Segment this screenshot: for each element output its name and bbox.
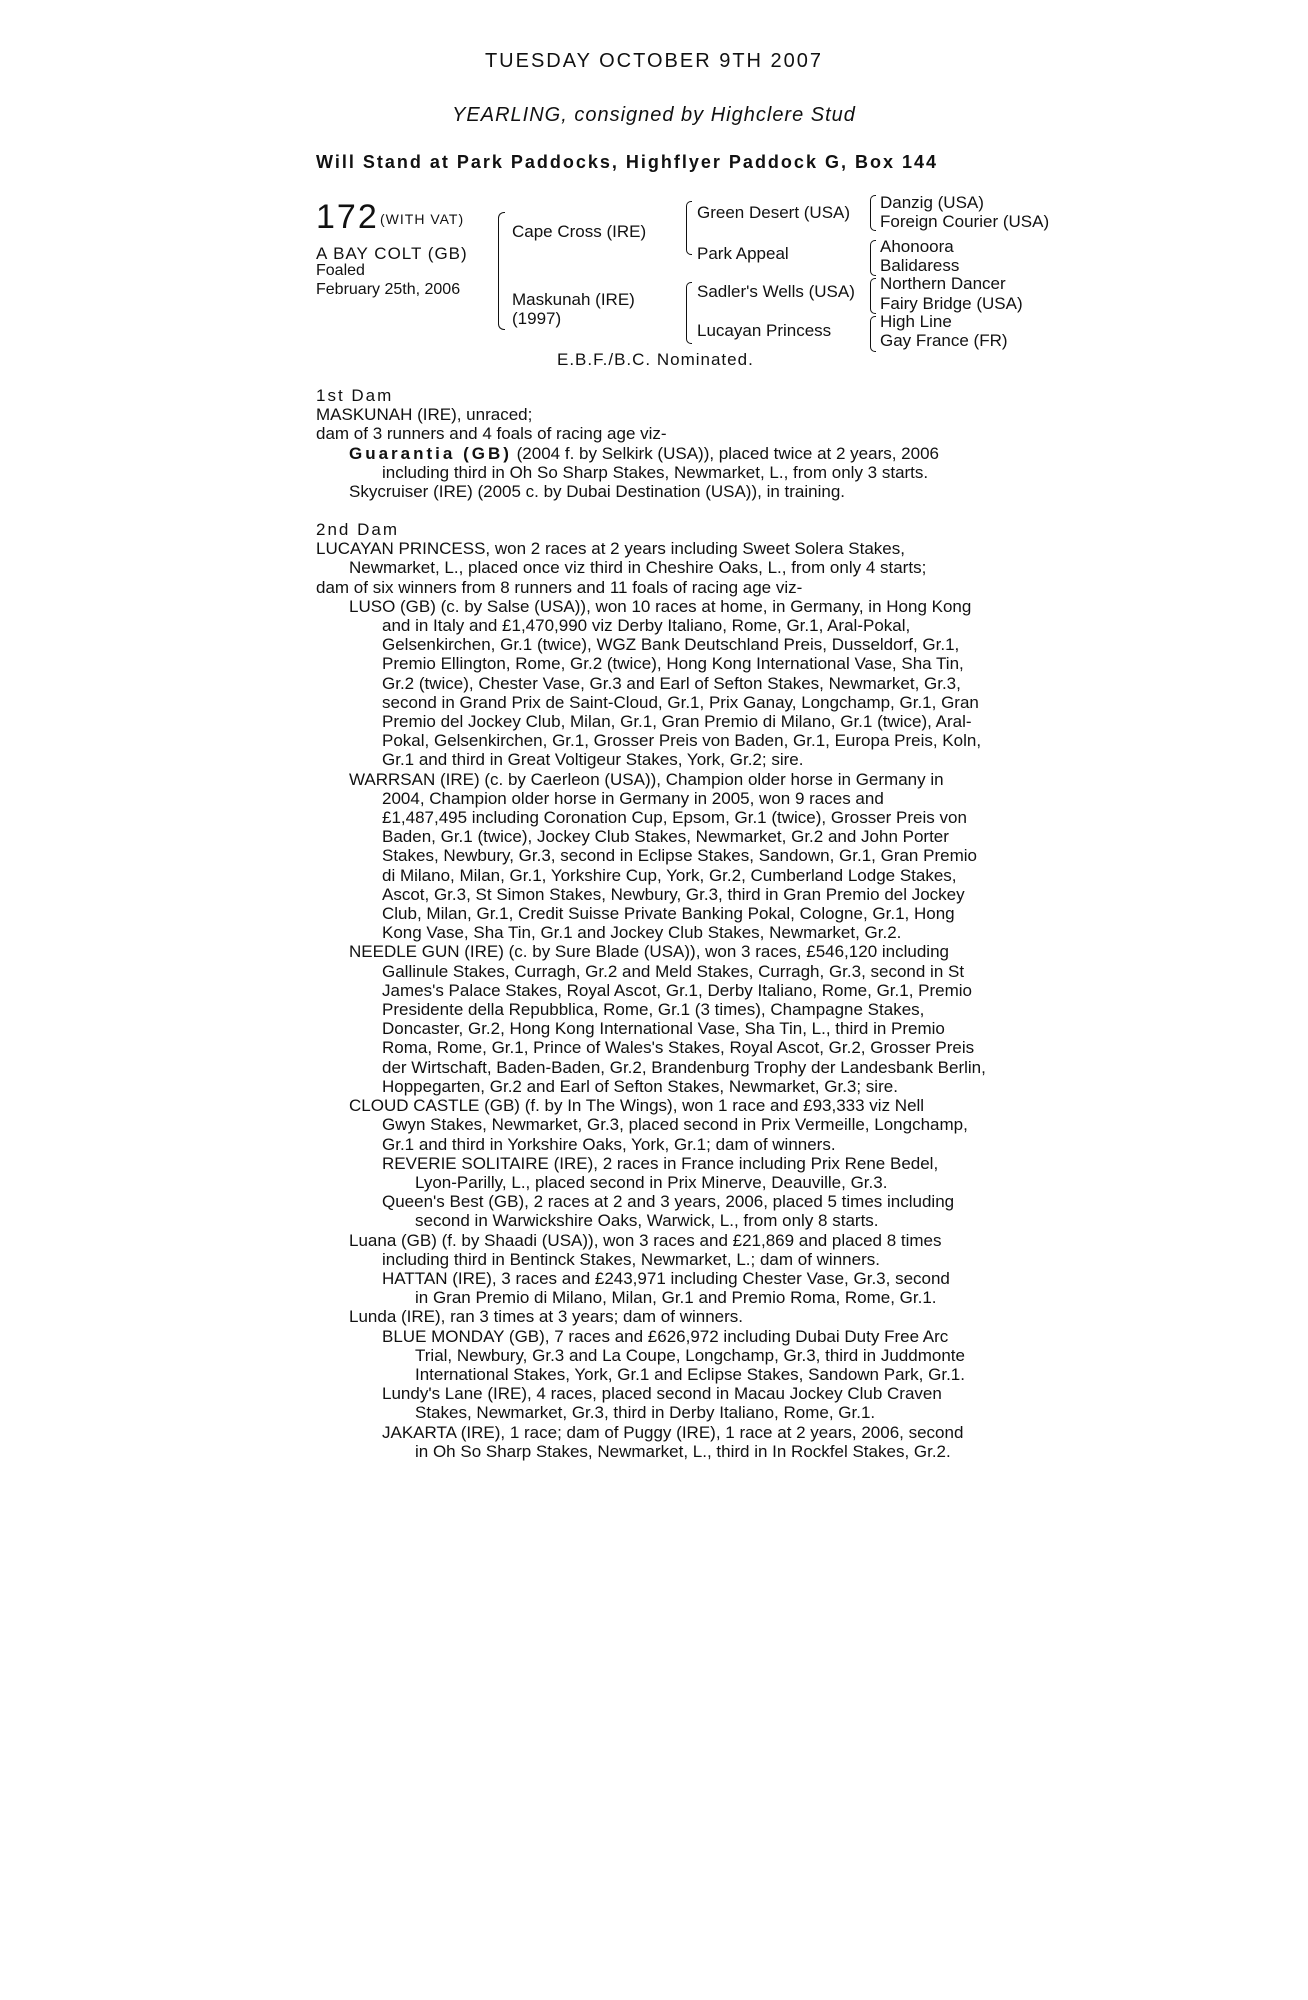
dam-year: (1997) xyxy=(512,309,562,328)
second-dam-line: Premio Ellington, Rome, Gr.2 (twice), Hong Kong International Vase, Sha Tin, xyxy=(382,654,964,674)
second-dam-line: di Milano, Milan, Gr.1, Yorkshire Cup, York, Gr.2, Cumberland Lodge Stakes, xyxy=(382,865,957,885)
dam-dam: Lucayan Princess xyxy=(697,321,832,340)
second-dam-line: Gr.2 (twice), Chester Vase, Gr.3 and Earl of Sefton Stakes, Newmarket, Gr.3, xyxy=(382,673,961,693)
dam-name: Maskunah (IRE) xyxy=(512,290,635,309)
second-dam-line: Gelsenkirchen, Gr.1 (twice), WGZ Bank Deutschland Preis, Dusseldorf, Gr.1, xyxy=(382,635,960,655)
second-dam-line: dam of six winners from 8 runners and 11 foals of racing age viz- xyxy=(316,577,803,597)
produce-name: Guarantia (GB) xyxy=(349,443,512,463)
second-dam-line: Queen's Best (GB), 2 races at 2 and 3 years, 2006, placed 5 times including xyxy=(382,1192,955,1212)
second-dam-line: Baden, Gr.1 (twice), Jockey Club Stakes, Newmarket, Gr.2 and John Porter xyxy=(382,827,949,847)
second-dam-line: International Stakes, York, Gr.1 and Eclipse Stakes, Sandown Park, Gr.1. xyxy=(415,1364,965,1384)
lot-vat: (WITH VAT) xyxy=(380,211,465,227)
pedigree-brace-g12 xyxy=(870,195,876,231)
second-dam-line: Premio del Jockey Club, Milan, Gr.1, Gran Premio di Milano, Gr.1 (twice), Aral- xyxy=(382,712,972,732)
first-dam-section xyxy=(316,386,939,501)
second-dam-line: Presidente della Repubblica, Rome, Gr.1 (3 times), Champagne Stakes, xyxy=(382,1000,925,1020)
sale-date: TUESDAY OCTOBER 9TH 2007 xyxy=(484,50,824,72)
second-dam-line: HATTAN (IRE), 3 races and £243,971 including Chester Vase, Gr.3, second xyxy=(382,1268,950,1288)
second-dam-line: Newmarket, L., placed once viz third in Cheshire Oaks, L., from only 4 starts; xyxy=(349,558,927,578)
second-dam-line: 2004, Champion older horse in Germany in 2005, won 9 races and xyxy=(382,788,884,808)
second-dam-heading: 2nd Dam xyxy=(316,520,399,539)
second-dam-line: der Wirtschaft, Baden-Baden, Gr.2, Brandenburg Trophy der Landesbank Berlin, xyxy=(382,1057,986,1077)
pedigree-brace-dam xyxy=(686,282,692,344)
produce-entry: Skycruiser (IRE) (2005 c. by Dubai Destination (USA)), in training. xyxy=(349,482,846,502)
first-dam-line: dam of 3 runners and 4 foals of racing age viz- xyxy=(316,424,667,444)
second-dam-line: £1,487,495 including Coronation Cup, Epsom, Gr.1 (twice), Grosser Preis von xyxy=(382,808,967,828)
second-dam-line: LUSO (GB) (c. by Salse (USA)), won 10 races at home, in Germany, in Hong Kong xyxy=(349,596,972,616)
second-dam-line: CLOUD CASTLE (GB) (f. by In The Wings), won 1 race and £93,333 viz Nell xyxy=(349,1096,925,1116)
second-dam-line: Trial, Newbury, Gr.3 and La Coupe, Longchamp, Gr.3, third in Juddmonte xyxy=(415,1345,965,1365)
sire-sire: Green Desert (USA) xyxy=(697,203,851,222)
consignment-line: YEARLING, consigned by Highclere Stud xyxy=(452,104,856,126)
second-dam-line: Lunda (IRE), ran 3 times at 3 years; dam of winners. xyxy=(349,1307,744,1327)
dam-sire: Sadler's Wells (USA) xyxy=(697,282,855,301)
second-dam-line: Ascot, Gr.3, St Simon Stakes, Newbury, Gr.3, third in Gran Premio del Jockey xyxy=(382,884,965,904)
second-dam-line: James's Palace Stakes, Royal Ascot, Gr.1, Derby Italiano, Rome, Gr.1, Premio xyxy=(382,980,972,1000)
second-dam-line: JAKARTA (IRE), 1 race; dam of Puggy (IRE), 1 race at 2 years, 2006, second xyxy=(382,1422,964,1442)
foaled-date: February 25th, 2006 xyxy=(316,281,461,298)
ancestor-g3: Ahonoora xyxy=(880,237,954,256)
ancestor-g2: Foreign Courier (USA) xyxy=(880,212,1050,231)
second-dam-line: in Oh So Sharp Stakes, Newmarket, L., third in In Rockfel Stakes, Gr.2. xyxy=(415,1441,951,1461)
first-dam-heading: 1st Dam xyxy=(316,386,394,405)
second-dam-line: including third in Bentinck Stakes, Newmarket, L.; dam of winners. xyxy=(382,1249,880,1269)
second-dam-line: REVERIE SOLITAIRE (IRE), 2 races in France including Prix Rene Bedel, xyxy=(382,1153,939,1173)
second-dam-line: and in Italy and £1,470,990 viz Derby Italiano, Rome, Gr.1, Aral-Pokal, xyxy=(382,616,911,636)
second-dam-line: Hoppegarten, Gr.2 and Earl of Sefton Stakes, Newmarket, Gr.3; sire. xyxy=(382,1076,898,1096)
second-dam-line: in Gran Premio di Milano, Milan, Gr.1 and Premio Roma, Rome, Gr.1. xyxy=(415,1288,937,1308)
second-dam-line: Club, Milan, Gr.1, Credit Suisse Private Banking Pokal, Cologne, Gr.1, Hong xyxy=(382,904,955,924)
second-dam-line: Gr.1 and third in Yorkshire Oaks, York, Gr.1; dam of winners. xyxy=(382,1134,836,1154)
second-dam-line: WARRSAN (IRE) (c. by Caerleon (USA)), Champion older horse in Germany in xyxy=(349,769,944,789)
pedigree-brace-g34 xyxy=(870,240,876,276)
second-dam-line: Lyon-Parilly, L., placed second in Prix Minerve, Deauville, Gr.3. xyxy=(415,1172,888,1192)
first-dam-line: MASKUNAH (IRE), unraced; xyxy=(316,405,533,425)
second-dam-line: Stakes, Newbury, Gr.3, second in Eclipse Stakes, Sandown, Gr.1, Gran Premio xyxy=(382,846,977,866)
second-dam-line: Kong Vase, Sha Tin, Gr.1 and Jockey Club Stakes, Newmarket, Gr.2. xyxy=(382,923,902,943)
second-dam-section xyxy=(316,520,986,1461)
lot-number: 172 xyxy=(316,198,379,236)
nomination-status: E.B.F./B.C. Nominated. xyxy=(557,350,754,369)
ancestor-g1: Danzig (USA) xyxy=(880,193,984,212)
second-dam-line: Pokal, Gelsenkirchen, Gr.1, Grosser Preis von Baden, Gr.1, Europa Preis, Koln, xyxy=(382,731,982,751)
second-dam-line: Gwyn Stakes, Newmarket, Gr.3, placed second in Prix Vermeille, Longchamp, xyxy=(382,1115,968,1135)
pedigree-brace-g56 xyxy=(870,278,876,314)
produce-detail: including third in Oh So Sharp Stakes, Newmarket, L., from only 3 starts. xyxy=(382,462,929,482)
second-dam-line: Lundy's Lane (IRE), 4 races, placed second in Macau Jockey Club Craven xyxy=(382,1384,942,1404)
stand-location: Will Stand at Park Paddocks, Highflyer Paddock G, Box 144 xyxy=(316,152,938,172)
second-dam-line: Gallinule Stakes, Curragh, Gr.2 and Meld Stakes, Curragh, Gr.3, second in St xyxy=(382,961,965,981)
second-dam-line: BLUE MONDAY (GB), 7 races and £626,972 including Dubai Duty Free Arc xyxy=(382,1326,949,1346)
second-dam-line: Roma, Rome, Gr.1, Prince of Wales's Stakes, Royal Ascot, Gr.2, Grosser Preis xyxy=(382,1038,975,1058)
ancestor-g4: Balidaress xyxy=(880,256,960,275)
pedigree-brace-main xyxy=(498,212,505,330)
sire-dam: Park Appeal xyxy=(697,244,789,263)
second-dam-line: NEEDLE GUN (IRE) (c. by Sure Blade (USA)), won 3 races, £546,120 including xyxy=(349,942,949,962)
ancestor-g6: Fairy Bridge (USA) xyxy=(880,294,1023,313)
foaled-label: Foaled xyxy=(316,262,365,279)
second-dam-line: second in Warwickshire Oaks, Warwick, L., from only 8 starts. xyxy=(415,1211,879,1231)
second-dam-line: Luana (GB) (f. by Shaadi (USA)), won 3 races and £21,869 and placed 8 times xyxy=(349,1230,942,1250)
horse-description: A BAY COLT (GB) xyxy=(316,244,468,263)
ancestor-g8: Gay France (FR) xyxy=(880,331,1008,350)
ancestor-g7: High Line xyxy=(880,312,952,331)
pedigree-brace-g78 xyxy=(870,316,876,352)
ancestor-g5: Northern Dancer xyxy=(880,274,1006,293)
second-dam-line: Stakes, Newmarket, Gr.3, third in Derby Italiano, Rome, Gr.1. xyxy=(415,1403,876,1423)
pedigree-brace-sire xyxy=(686,201,692,255)
second-dam-line: LUCAYAN PRINCESS, won 2 races at 2 years including Sweet Solera Stakes, xyxy=(316,539,905,559)
produce-detail: (2004 f. by Selkirk (USA)), placed twice at 2 years, 2006 xyxy=(516,443,939,463)
sire-name: Cape Cross (IRE) xyxy=(512,222,647,241)
second-dam-line: Gr.1 and third in Great Voltigeur Stakes, York, Gr.2; sire. xyxy=(382,750,804,770)
second-dam-line: Doncaster, Gr.2, Hong Kong International Vase, Sha Tin, L., third in Premio xyxy=(382,1019,945,1039)
second-dam-line: second in Grand Prix de Saint-Cloud, Gr.1, Prix Ganay, Longchamp, Gr.1, Gran xyxy=(382,692,979,712)
